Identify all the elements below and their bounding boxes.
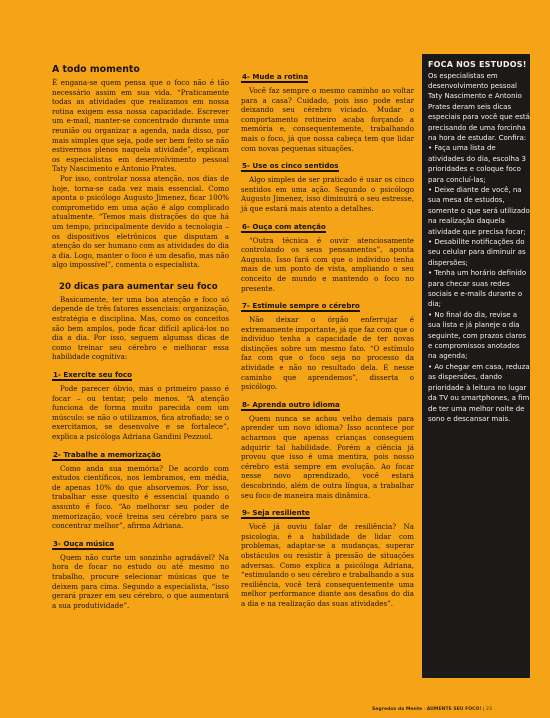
sidebar-item: • Deixe diante de você, na sua mesa de estudos, somente o que será utilizado na realização daquela atividade que precisa focar; (428, 185, 530, 236)
footer-magazine: Segredos da Mente (372, 707, 423, 712)
tip-heading: 5- Use os cinco sentidos (242, 161, 339, 171)
sidebar-intro: Os especialistas em desenvolvimento pessoal Taty Nascimento e Antonio Prates deram seis dicas especiais para você que está precisando de uma forcinha na hora de estudar. Confira: (428, 71, 530, 142)
tip-heading: 9- Seja resiliente (242, 508, 310, 518)
left-column (52, 64, 229, 610)
tip-text: Quem não curte um sonzinho agradável? Na hora de focar no estudo ou até mesmo no trabalho, procure selecionar músicas que te deixem para cima. Segundo a especialista, “isso gerará prazer em seu cérebro, o que aumentará a sua produtividade”. (52, 552, 229, 610)
tip-text: Não deixar o órgão enferrujar é extremamente importante, já que faz com que o indivíduo tenha a capacidade de ter novas distinções sobre um mesmo fato. “O estímulo faz com que o foco seja no processo da atividade e não no resultado dela. E nesse caminho que aprendemos”, disserta o psicólogo. (241, 315, 414, 392)
tip-text: Como anda sua memória? De acordo com estudos científicos, nos lembramos, em média, de apenas 10% do que absorvemos. Por isso, trabalhar esse quesito é essencial quando o assunto é foco. “Ao melhorar seu poder de memorização, você treina seu cérebro para se concentrar melhor”, afirma Adriana. (52, 463, 229, 531)
footer-dash: - (423, 707, 426, 712)
tip-heading: 7- Estimule sempre o cérebro (242, 301, 360, 311)
tip-text: Algo simples de ser praticado é usar os cinco sentidos em uma ação. Segundo o psicólogo Augusto Jimenez, isso diminuirá o seu estresse, já que estará mais atento a detalhes. (241, 175, 414, 213)
paragraph: Basicamente, ter uma boa atenção e foco só depende de três fatores essenciais: organização, estratégia e disciplina. Mas, como os conceitos são bem amplos, pode ficar difícil aplicá-los no dia a dia. Por isso, seguem algumas dicas de como treinar seu cérebro e melhorar essa habilidade cognitiva: (52, 294, 229, 362)
tip-heading: 1- Exercite seu foco (53, 370, 132, 380)
tip-heading: 3- Ouça música (53, 538, 114, 548)
paragraph: Por isso, controlar nossa atenção, nos dias de hoje, torna-se cada vez mais essencial. Como aponta o psicólogo Augusto Jimenez, ficar 100% comprometido em uma ação é algo complicado atualmente. “Temos mais distrações do que há um tempo, principalmente devido a tecnologia – os dispositivos eletrônicos que disputam a atenção do ser humano com as atividades do dia a dia. Logo, manter o foco é um desafio, mas não algo impossível”, comenta o especialista. (52, 173, 229, 270)
tip-text: Quem nunca se achou velho demais para aprender um novo idioma? Isso acontece por acharmos que apenas crianças conseguem adquirir tal habilidade. Porém a ciência já provou que isso é uma mentira, pois nosso cérebro está sempre em evolução. Ao focar nesse novo aprendizado, você estará descobrindo, além de outra língua, a trabalhar seu foco de maneira mais dinâmica. (241, 413, 414, 500)
sidebar-item: • Tenha um horário definido para checar suas redes sociais e e-mails durante o dia; (428, 269, 527, 309)
sidebar-item: • Desabilite notificações do seu celular para diminuir as dispersões; (428, 238, 526, 267)
tip-text: Você já ouviu falar de resiliência? Na psicologia, é a habilidade de lidar com problemas, adaptar-se a mudanças, superar obstáculos ou resistir à pressão de situações adversas. Como explica a psicóloga Adriana, “estimulando o seu cérebro e trabalhando a sua resiliência, você terá consequentemente uma melhor performance diante aos desafios do dia a dia e na realização das suas atividades”. (241, 522, 414, 608)
middle-column (241, 64, 414, 609)
tip-text: “Outra técnica é ouvir atenciosamente controlando os seus pensamentos”, aponta Augusto. Isso fará com que o indivíduo tenha mais de um ponto de vista, ampliando o seu conceito de mundo e mantendo o foco no presente. (241, 235, 414, 293)
sidebar-item: • Ao chegar em casa, reduza as dispersões, dando prioridade à leitura no lugar da TV ou smartphones, a fim de ter uma melhor noite de sono e descansar mais. (428, 362, 530, 423)
tip-heading: 8- Aprenda outro idioma (242, 399, 340, 409)
tip-heading: 4- Mude a rotina (242, 72, 309, 81)
sidebar-box (422, 54, 530, 678)
page-number: 23 (486, 707, 492, 712)
paragraph: É engana-se quem pensa que o foco não é tão necessário assim em sua vida. “Praticamente todas as atividades que realizamos em nossa rotina exigem essa nossa capacidade. Escrever um e-mail, manter-se concentrado durante uma reunião ou organizar a agenda, nada disso, por mais simples que seja, pode ser bem feito se não estivermos plenos naquela atividade”, explicam os especialistas em desenvolvimento pessoal Taty Nascimento e Antonio Prates. (52, 78, 229, 174)
tip-heading: 6- Ouça com atenção (242, 221, 326, 231)
page-footer (372, 707, 532, 712)
sidebar-item: • Faça uma lista de atividades do dia, escolha 3 prioridades e coloque foco para concluí-las; (428, 144, 526, 184)
footer-separator: | (482, 707, 485, 712)
footer-section: AUMENTE SEU FOCO! (426, 707, 482, 712)
tip-heading: 2- Trabalhe a memorização (53, 449, 161, 459)
tip-text: Você faz sempre o mesmo caminho ao voltar para a casa? Cuidado, pois isso pode estar deixando seu cérebro viciado. Mudar o comportamento rotineiro acaba forçando a memória e, consequentemente, trabalhando mais o foco, já que nossa cabeça tem que lidar com novas pequenas situações. (241, 86, 414, 153)
tip-text: Pode parecer óbvio, mas o primeiro passo é focar – ou tentar, pelo menos. “A atenção funciona de forma muito parecida com um músculo: se não o utilizamos, fica atrofiado; se o exercitamos, se desenvolve e se fortalece”, explica a psicóloga Adriana Gandini Pezzuol. (52, 384, 229, 441)
section-title-a-todo-momento: A todo momento (52, 64, 140, 75)
sidebar-body (428, 71, 530, 425)
sidebar-item: • No final do dia, revise a sua lista e já planeje o dia seguinte, com prazos claros e compromissos anotados na agenda; (428, 310, 527, 361)
section-title-20-dicas: 20 dicas para aumentar seu foco (59, 281, 218, 292)
sidebar-title: FOCA NOS ESTUDOS! (428, 60, 527, 69)
